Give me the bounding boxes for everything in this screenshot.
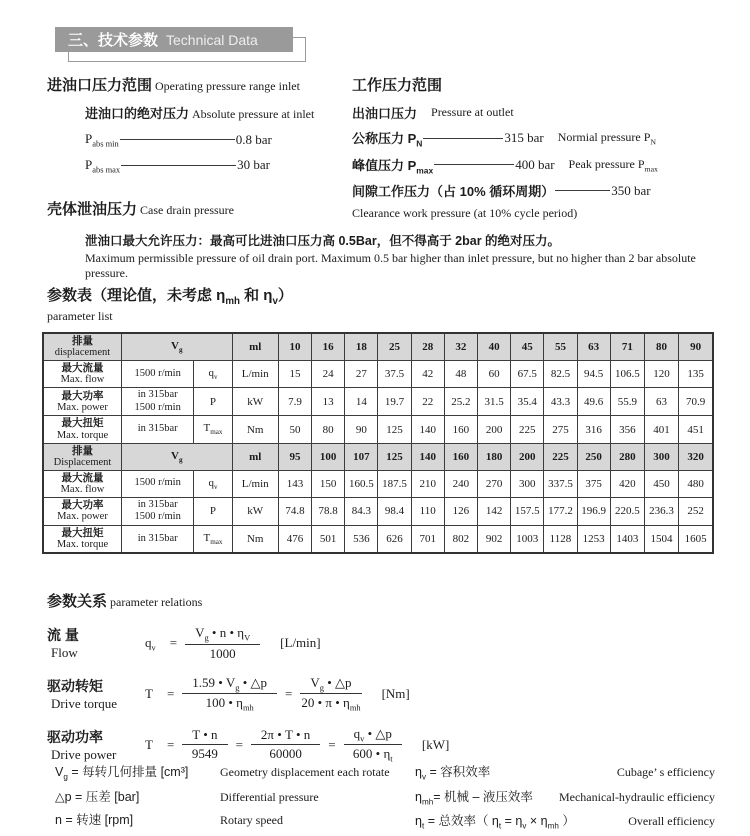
case-drain-title-en: Case drain pressure — [140, 203, 234, 217]
legend-description: Cubage’ s efficiency — [616, 765, 715, 779]
table-cell: 1403 — [610, 526, 644, 554]
table-cell: 236.3 — [644, 497, 678, 525]
table-cell: 200 — [511, 443, 544, 470]
legend-symbol: $\eta_v$ = 容积效率 — [415, 765, 491, 782]
table-cell: 180 — [477, 443, 510, 470]
abs-min-value: 0.8 bar — [235, 131, 272, 147]
table-section-header-row — [43, 333, 713, 361]
formula-lhs: $q_v$ — [145, 634, 156, 653]
parameter-table-title-en: parameter list — [47, 309, 113, 323]
table-cell: kW — [232, 497, 278, 525]
relations-title — [47, 590, 717, 611]
table-cell: 82.5 — [544, 361, 577, 388]
table-cell: P — [194, 388, 232, 416]
table-cell: 15 — [278, 361, 311, 388]
legend-item — [55, 810, 415, 828]
relation-formula — [145, 675, 410, 713]
table-cell: 40 — [477, 333, 510, 361]
table-cell: 252 — [679, 497, 713, 525]
legend-symbol: n = 转速 [rpm] — [55, 812, 134, 827]
legend-description: Overall efficiency — [628, 814, 715, 828]
table-cell: 200 — [477, 416, 510, 443]
formula-fraction: $\frac{q_v • \triangle p}{600 • \eta_t}$ — [344, 726, 402, 764]
equals-sign: = — [169, 635, 178, 651]
table-cell: 140 — [411, 416, 444, 443]
table-cell: 25.2 — [444, 388, 477, 416]
table-cell: 107 — [345, 443, 378, 470]
table-cell: 45 — [511, 333, 544, 361]
table-data-row — [43, 497, 713, 525]
table-cell: 22 — [411, 388, 444, 416]
table-cell: 55 — [544, 333, 577, 361]
outlet-subtitle — [352, 103, 717, 122]
peak-pressure-label-cn: 峰值压力 $P_{max}$ — [352, 157, 434, 176]
table-data-row — [43, 470, 713, 497]
table-cell: 225 — [511, 416, 544, 443]
table-cell: 300 — [644, 443, 678, 470]
table-cell: $T_{max}$ — [194, 416, 232, 443]
table-cell: 250 — [577, 443, 610, 470]
table-cell: 80 — [644, 333, 678, 361]
leader-line — [121, 165, 236, 166]
legend-item — [55, 787, 415, 805]
table-cell: 74.8 — [278, 497, 311, 525]
abs-min-label: $P_{abs min}$ — [85, 131, 119, 149]
table-cell: 10 — [278, 333, 311, 361]
table-cell: 450 — [644, 470, 678, 497]
relations-title-en: parameter relations — [110, 595, 203, 609]
table-cell: $V_g$ — [121, 333, 232, 361]
table-cell: 1128 — [544, 526, 577, 554]
table-cell: in 315bar — [121, 526, 193, 554]
formula-unit: [Nm] — [381, 685, 410, 701]
clearance-pressure-value: 350 bar — [611, 182, 651, 198]
table-cell: 60 — [477, 361, 510, 388]
inlet-title-en: Operating pressure range inlet — [155, 79, 300, 93]
table-cell: 150 — [312, 470, 345, 497]
table-cell: 356 — [610, 416, 644, 443]
table-cell: 90 — [679, 333, 713, 361]
formula-lhs: T — [145, 685, 153, 701]
table-cell: 32 — [444, 333, 477, 361]
table-cell: 536 — [345, 526, 378, 554]
table-cell: 最大流量 Max. flow — [43, 361, 121, 388]
leader-line — [423, 138, 503, 139]
legend-item — [415, 762, 715, 782]
table-cell: 480 — [679, 470, 713, 497]
table-cell: 275 — [544, 416, 577, 443]
table-cell: 126 — [444, 497, 477, 525]
formula-fraction: $\frac{V_g • \triangle p}{20 • \pi • \eta_{mh}}$ — [301, 674, 361, 713]
table-cell: 1605 — [679, 526, 713, 554]
formula-fraction: $\frac{T • n}{9549}$ — [182, 727, 227, 762]
peak-pressure-value: 400 bar — [515, 156, 555, 172]
table-cell: 210 — [411, 470, 444, 497]
table-cell: 106.5 — [610, 361, 644, 388]
table-cell: 160 — [444, 416, 477, 443]
table-cell: 24 — [312, 361, 345, 388]
table-cell: 1504 — [644, 526, 678, 554]
relation-row — [47, 726, 717, 764]
table-cell: L/min — [232, 470, 278, 497]
table-cell: 240 — [444, 470, 477, 497]
table-cell: 95 — [278, 443, 311, 470]
table-cell: 98.4 — [378, 497, 411, 525]
table-cell: 43.3 — [544, 388, 577, 416]
table-cell: 135 — [679, 361, 713, 388]
table-cell: 71 — [610, 333, 644, 361]
table-cell: kW — [232, 388, 278, 416]
legend-description: Rotary speed — [220, 812, 283, 827]
table-cell: 最大扭矩 Max. torque — [43, 416, 121, 443]
outlet-subtitle-cn: 出油口压力 — [352, 106, 418, 121]
banner-title-cn: 三、技术参数 — [68, 32, 159, 49]
table-cell: 50 — [278, 416, 311, 443]
table-cell: 142 — [477, 497, 510, 525]
table-cell: 1253 — [577, 526, 610, 554]
relation-row — [47, 675, 717, 713]
table-cell: 70.9 — [679, 388, 713, 416]
nominal-pressure-label-en: Normial pressure $P_N$ — [557, 130, 657, 147]
outlet-subtitle-en: Pressure at outlet — [431, 105, 514, 119]
table-cell: 63 — [644, 388, 678, 416]
formula-fraction: $\frac{V_g • n • \eta_V}{1000}$ — [185, 625, 260, 662]
legend-description: Differential pressure — [220, 789, 319, 804]
table-cell: 90 — [345, 416, 378, 443]
table-cell: ml — [232, 443, 278, 470]
peak-pressure-label-en: Peak pressure $P_{max}$ — [568, 156, 658, 174]
table-cell: 49.6 — [577, 388, 610, 416]
table-cell: 802 — [444, 526, 477, 554]
table-cell: 7.9 — [278, 388, 311, 416]
table-cell: 125 — [378, 416, 411, 443]
inlet-section-title — [47, 74, 352, 95]
table-cell: 1500 r/min — [121, 361, 193, 388]
table-cell: in 315bar 1500 r/min — [121, 497, 193, 525]
inlet-title-cn: 进油口压力范围 — [47, 77, 153, 94]
case-drain-section — [47, 198, 717, 281]
table-cell: 160.5 — [345, 470, 378, 497]
relation-row — [47, 625, 717, 662]
relation-label: 流 量 Flow — [47, 627, 79, 661]
case-drain-body-en: Maximum permissible pressure of oil drain port. Maximum 0.5 bar higher than inlet pressure, but no higher than 2 bar absolute pressure. — [85, 251, 696, 280]
table-section-header-row — [43, 443, 713, 470]
table-cell: 100 — [312, 443, 345, 470]
clearance-pressure-label-cn: 间隙工作压力（占 10% 循环周期） — [352, 184, 555, 200]
table-cell: 最大流量 Max. flow — [43, 470, 121, 497]
table-cell: 177.2 — [544, 497, 577, 525]
table-cell: 160 — [444, 443, 477, 470]
parameter-table-title — [47, 284, 293, 324]
table-cell: 31.5 — [477, 388, 510, 416]
table-cell: 排量 displacement — [43, 333, 121, 361]
legend-symbol: △p = 压差 [bar] — [55, 789, 140, 804]
table-cell: in 315bar 1500 r/min — [121, 388, 193, 416]
leader-line — [434, 164, 514, 165]
table-cell: 451 — [679, 416, 713, 443]
table-cell: 78.8 — [312, 497, 345, 525]
table-cell: $q_v$ — [194, 361, 232, 388]
table-cell: Nm — [232, 416, 278, 443]
outlet-title-cn: 工作压力范围 — [352, 77, 443, 94]
table-cell: 300 — [511, 470, 544, 497]
inlet-subtitle-cn: 进油口的绝对压力 — [85, 106, 190, 121]
table-cell: 220.5 — [610, 497, 644, 525]
table-cell: 501 — [312, 526, 345, 554]
formula-fraction: $\frac{1.59 • V_g • \triangle p}{100 • \eta_{mh}}$ — [182, 675, 277, 713]
table-cell: 337.5 — [544, 470, 577, 497]
legend-right — [415, 762, 715, 836]
legend-item — [415, 787, 715, 807]
case-drain-title — [47, 198, 717, 219]
table-cell: 1003 — [511, 526, 544, 554]
legend-description: Mechanical-hydraulic efficiency — [558, 789, 715, 804]
table-cell: 140 — [411, 443, 444, 470]
table-cell: 27 — [345, 361, 378, 388]
inlet-subtitle-en: Absolute pressure at inlet — [192, 107, 315, 121]
table-cell: 120 — [644, 361, 678, 388]
table-cell: 196.9 — [577, 497, 610, 525]
table-cell: 110 — [411, 497, 444, 525]
equals-sign: = — [285, 685, 293, 701]
legend-symbol: $V_g$ = 每转几何排量 [cm³] — [55, 765, 189, 782]
case-drain-title-cn: 壳体泄油压力 — [47, 201, 138, 218]
formula-fraction: $\frac{2\pi • T • n}{60000}$ — [251, 727, 320, 762]
legend-symbol: $\eta_t$ = 总效率（ $\eta_t = \eta_v \times \eta_{mh}$ ） — [415, 814, 575, 831]
table-cell: 48 — [444, 361, 477, 388]
table-cell: $V_g$ — [121, 443, 232, 470]
legend-left — [55, 762, 415, 836]
clearance-pressure-footnote: Clearance work pressure (at 10% cycle period) — [352, 206, 578, 221]
inlet-subtitle — [85, 103, 352, 122]
abs-max-value: 30 bar — [237, 157, 270, 173]
relation-formula — [145, 726, 449, 764]
table-cell: 25 — [378, 333, 411, 361]
table-cell: 63 — [577, 333, 610, 361]
table-cell: L/min — [232, 361, 278, 388]
table-cell: 401 — [644, 416, 678, 443]
table-cell: 67.5 — [511, 361, 544, 388]
nominal-pressure-row — [352, 128, 717, 149]
abs-max-pressure-row — [85, 157, 352, 175]
table-cell: 80 — [312, 416, 345, 443]
formula-unit: [L/min] — [280, 635, 321, 651]
table-cell: 55.9 — [610, 388, 644, 416]
banner-box — [55, 27, 293, 52]
table-cell: 320 — [679, 443, 713, 470]
table-cell: 225 — [544, 443, 577, 470]
legend-description: Geometry displacement each rotate — [220, 765, 390, 779]
legend-section — [55, 762, 715, 836]
relation-formula — [145, 625, 321, 662]
table-cell: 排量 Displacement — [43, 443, 121, 470]
peak-pressure-row — [352, 155, 717, 176]
formula-lhs: T — [145, 736, 153, 752]
table-cell: 270 — [477, 470, 510, 497]
equals-sign: = — [235, 736, 243, 752]
relations-title-cn: 参数关系 — [47, 593, 108, 610]
table-cell: 13 — [312, 388, 345, 416]
table-cell: P — [194, 497, 232, 525]
table-cell: 316 — [577, 416, 610, 443]
table-cell: 125 — [378, 443, 411, 470]
equals-sign: = — [166, 685, 175, 701]
table-cell: 16 — [312, 333, 345, 361]
table-cell: 14 — [345, 388, 378, 416]
table-cell: 187.5 — [378, 470, 411, 497]
table-cell: 902 — [477, 526, 510, 554]
table-cell: 42 — [411, 361, 444, 388]
table-cell: 28 — [411, 333, 444, 361]
formula-unit: [kW] — [421, 736, 450, 752]
table-cell: 375 — [577, 470, 610, 497]
relations-section — [47, 590, 717, 777]
table-data-row — [43, 526, 713, 554]
table-cell: 84.3 — [345, 497, 378, 525]
table-cell: 157.5 — [511, 497, 544, 525]
parameter-table — [42, 332, 714, 554]
relation-label: 驱动功率 Drive power — [47, 728, 117, 762]
table-cell: 94.5 — [577, 361, 610, 388]
equals-sign: = — [166, 736, 175, 752]
table-cell: 19.7 — [378, 388, 411, 416]
abs-max-label: $P_{abs max}$ — [85, 156, 121, 175]
banner-title-en: Technical Data — [166, 31, 258, 48]
table-cell: 18 — [345, 333, 378, 361]
table-cell: Nm — [232, 526, 278, 554]
table-cell: 280 — [610, 443, 644, 470]
table-data-row — [43, 361, 713, 388]
legend-symbol: $\eta_{mh}=$ 机械 – 液压效率 — [415, 789, 533, 806]
table-data-row — [43, 416, 713, 443]
table-cell: 最大扭矩 Max. torque — [43, 526, 121, 554]
table-cell: 143 — [278, 470, 311, 497]
table-cell: 最大功率 Max. power — [43, 497, 121, 525]
table-cell: 701 — [411, 526, 444, 554]
table-cell: 最大功率 Max. power — [43, 388, 121, 416]
abs-min-pressure-row — [85, 131, 352, 149]
table-cell: 37.5 — [378, 361, 411, 388]
table-cell: 35.4 — [511, 388, 544, 416]
nominal-pressure-label-cn: 公称压力 $P_N$ — [352, 131, 423, 149]
relations-rows — [47, 625, 717, 764]
nominal-pressure-value: 315 bar — [504, 130, 544, 146]
parameter-table-body — [43, 333, 713, 553]
outlet-section-title — [352, 74, 717, 95]
section-banner — [55, 27, 293, 52]
table-data-row — [43, 388, 713, 416]
table-cell: ml — [232, 333, 278, 361]
case-drain-body-cn: 泄油口最大允许压力：最高可比进油口压力高 0.5Bar，但不得高于 2bar 的绝对压力。 — [85, 234, 561, 248]
table-cell: $T_{max}$ — [194, 526, 232, 554]
legend-item — [415, 811, 715, 831]
leader-line — [555, 190, 610, 191]
relation-label: 驱动转矩 Drive torque — [47, 677, 118, 711]
table-cell: $q_v$ — [194, 470, 232, 497]
legend-item — [55, 762, 415, 782]
table-cell: 420 — [610, 470, 644, 497]
table-cell: 1500 r/min — [121, 470, 193, 497]
table-cell: 626 — [378, 526, 411, 554]
table-cell: in 315bar — [121, 416, 193, 443]
table-cell: 476 — [278, 526, 311, 554]
equals-sign: = — [328, 736, 336, 752]
parameter-table-title-cn: 参数表（理论值，未考虑 $\eta_{mh}$ 和 $\eta_v$） — [47, 287, 293, 307]
leader-line — [120, 139, 235, 140]
